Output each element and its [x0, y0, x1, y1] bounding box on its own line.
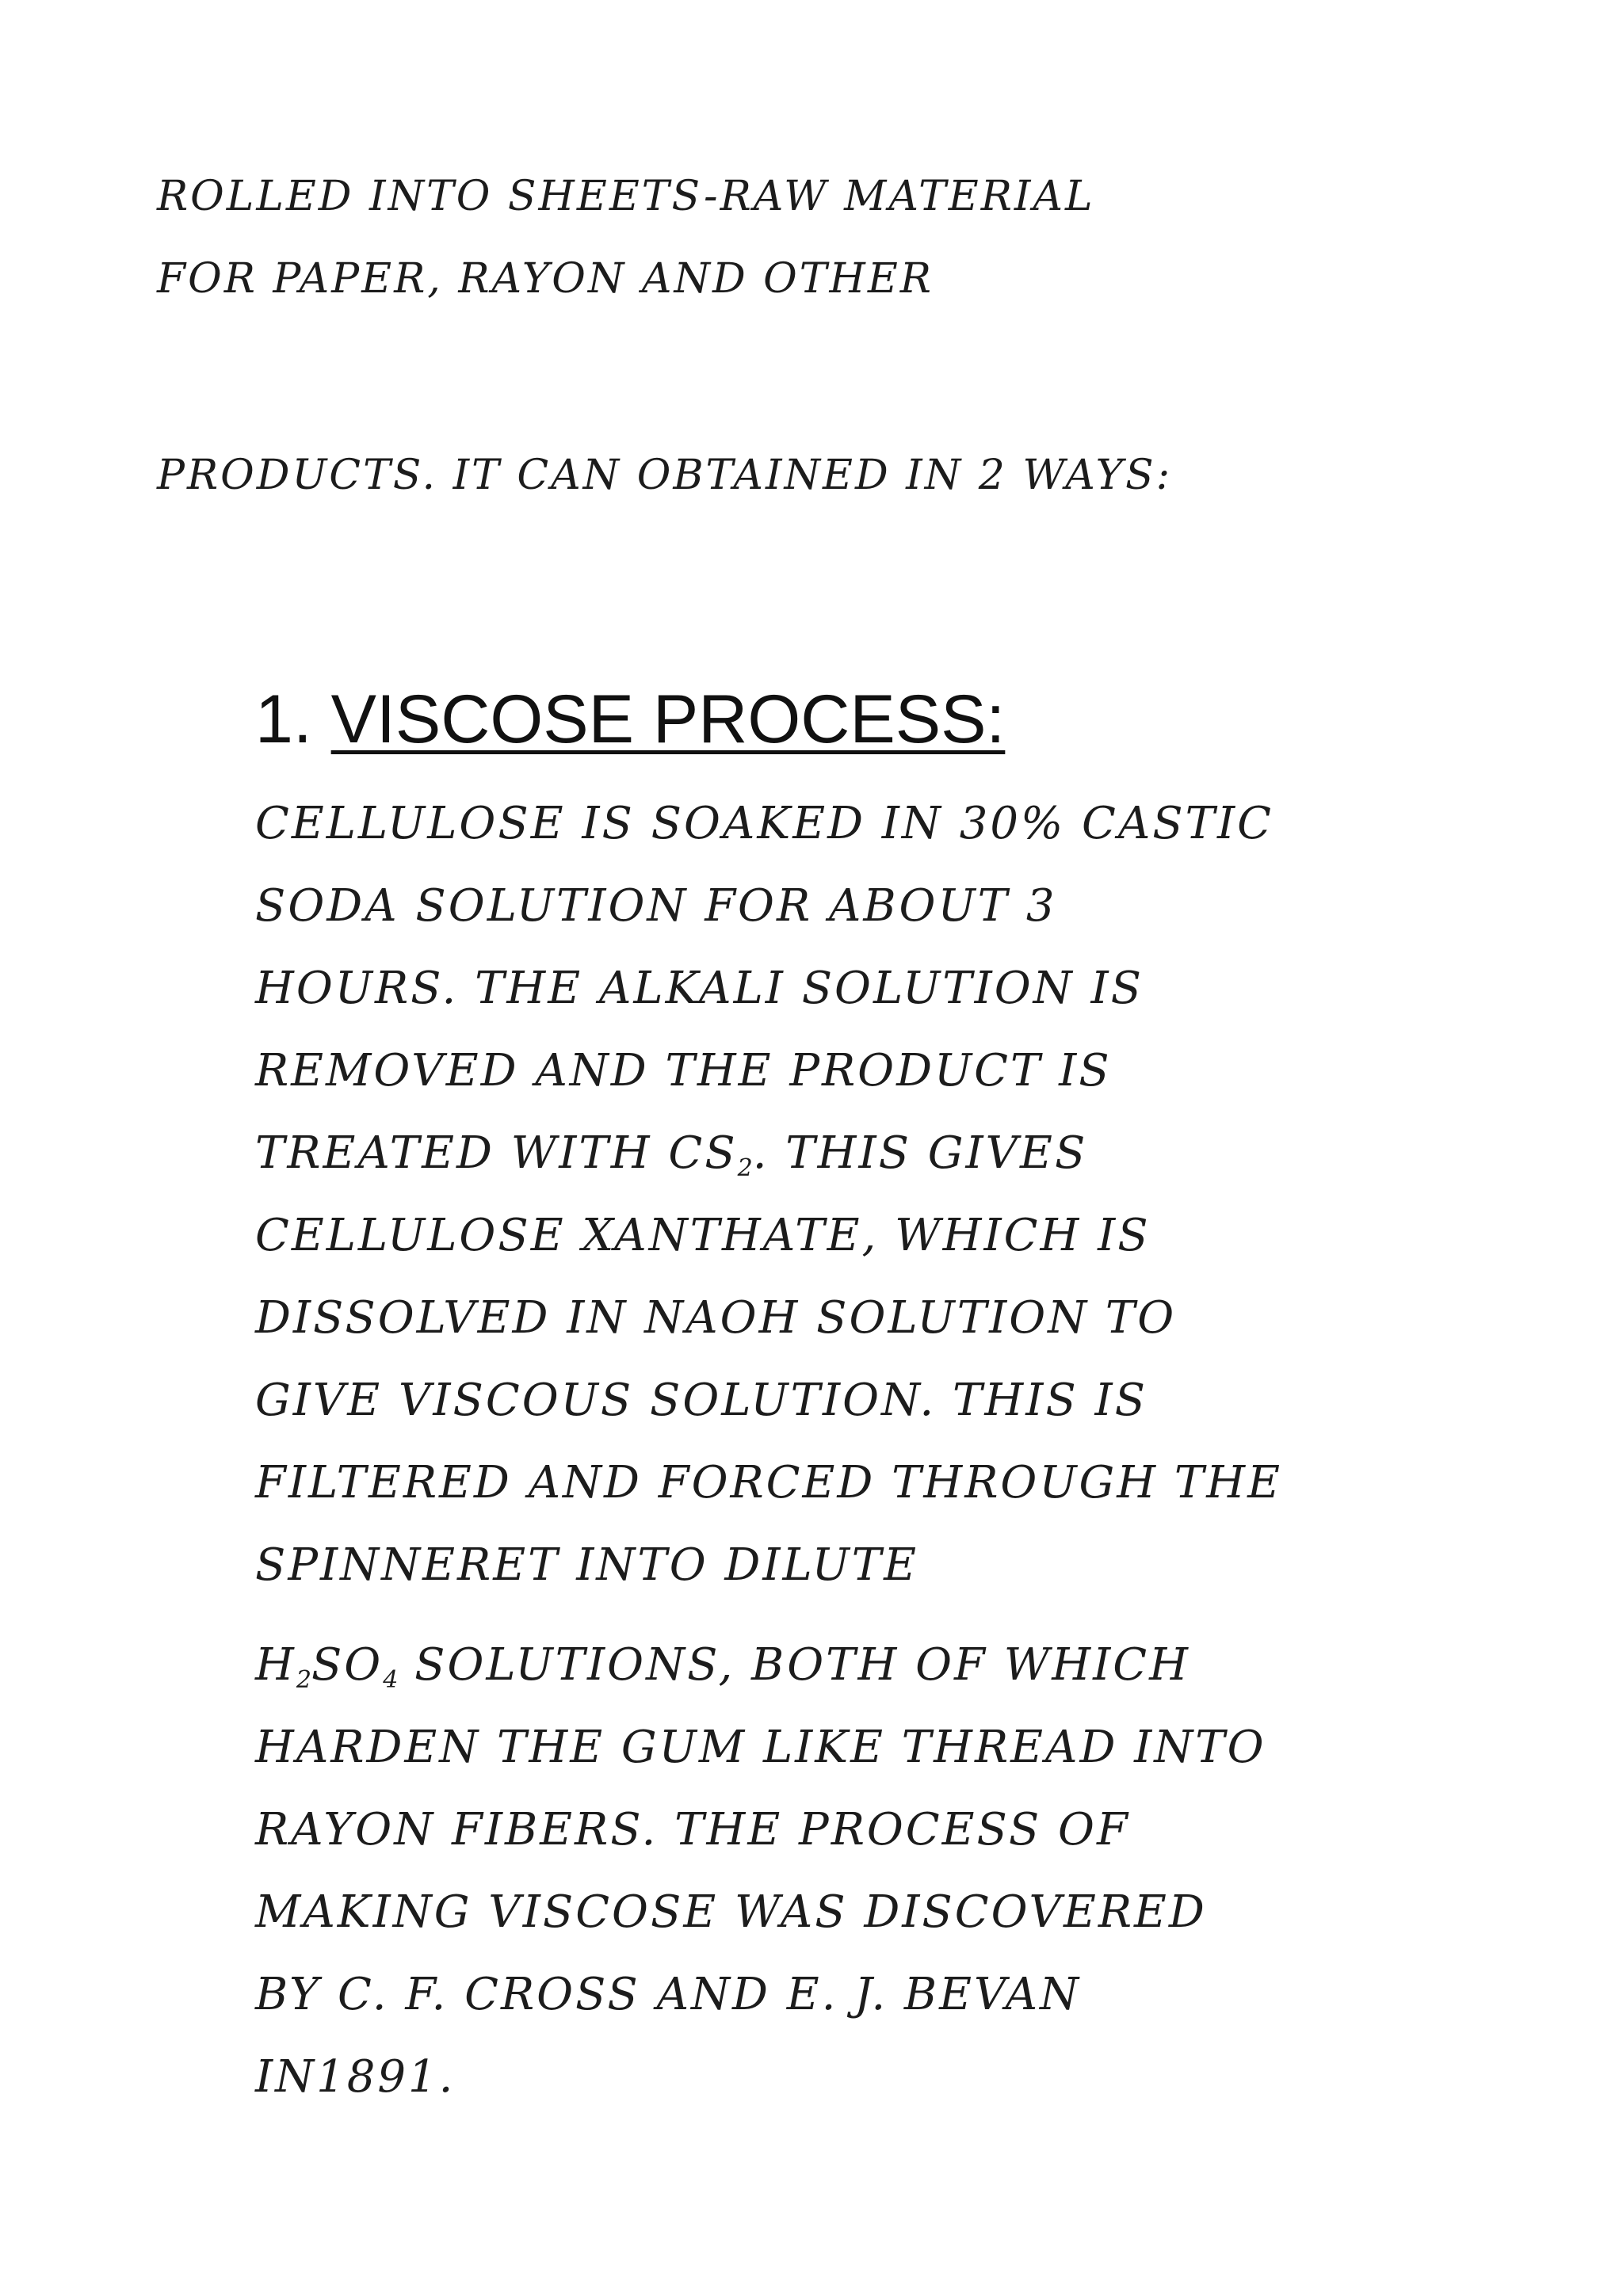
so-symbol: SO: [311, 1639, 384, 1691]
body-line-15: BY C. F. CROSS AND E. J. BEVAN: [255, 1969, 1082, 2020]
body-line-14: MAKING VISCOSE WAS DISCOVERED: [255, 1886, 1207, 1938]
body-line-3: HOURS. THE ALKALI SOLUTION IS: [255, 963, 1144, 1014]
section-title: VISCOSE PROCESS:: [330, 681, 1006, 757]
h-symbol: H: [255, 1639, 296, 1691]
body-line-5: [255, 1128, 1087, 1194]
body-line-16: IN1891.: [255, 2051, 456, 2103]
body-line-5-a: TREATED WITH CS: [255, 1127, 738, 1179]
body-line-10: SPINNERET INTO DILUTE: [255, 1539, 918, 1591]
body-line-11: [255, 1640, 1190, 1706]
body-line-12: HARDEN THE GUM LIKE THREAD INTO: [255, 1722, 1266, 1773]
body-line-5-b: . THIS GIVES: [752, 1127, 1088, 1179]
body-line-2: SODA SOLUTION FOR ABOUT 3: [255, 880, 1057, 932]
body-line-1: CELLULOSE IS SOAKED IN 30% CASTIC: [255, 798, 1274, 849]
body-line-8: GIVE VISCOUS SOLUTION. THIS IS: [255, 1375, 1148, 1426]
intro-line-2: FOR PAPER, RAYON AND OTHER: [157, 255, 934, 303]
body-line-4: REMOVED AND THE PRODUCT IS: [255, 1045, 1112, 1097]
body-line-7: DISSOLVED IN NAOH SOLUTION TO: [255, 1292, 1177, 1344]
section-number: 1.: [255, 681, 312, 757]
section-heading: [255, 680, 1005, 759]
body-line-6: CELLULOSE XANTHATE, WHICH IS: [255, 1210, 1151, 1261]
body-line-13: RAYON FIBERS. THE PROCESS OF: [255, 1804, 1130, 1855]
body-line-11-rest: SOLUTIONS, BOTH OF WHICH: [398, 1639, 1190, 1691]
intro-line-1: ROLLED INTO SHEETS-RAW MATERIAL: [157, 173, 1095, 220]
cs2-subscript: 2: [737, 1154, 753, 1182]
o4-subscript: 4: [383, 1666, 399, 1694]
body-line-9: FILTERED AND FORCED THROUGH THE: [255, 1457, 1282, 1508]
intro-line-3: PRODUCTS. IT CAN OBTAINED IN 2 WAYS:: [157, 452, 1173, 499]
h2-subscript: 2: [296, 1666, 311, 1694]
